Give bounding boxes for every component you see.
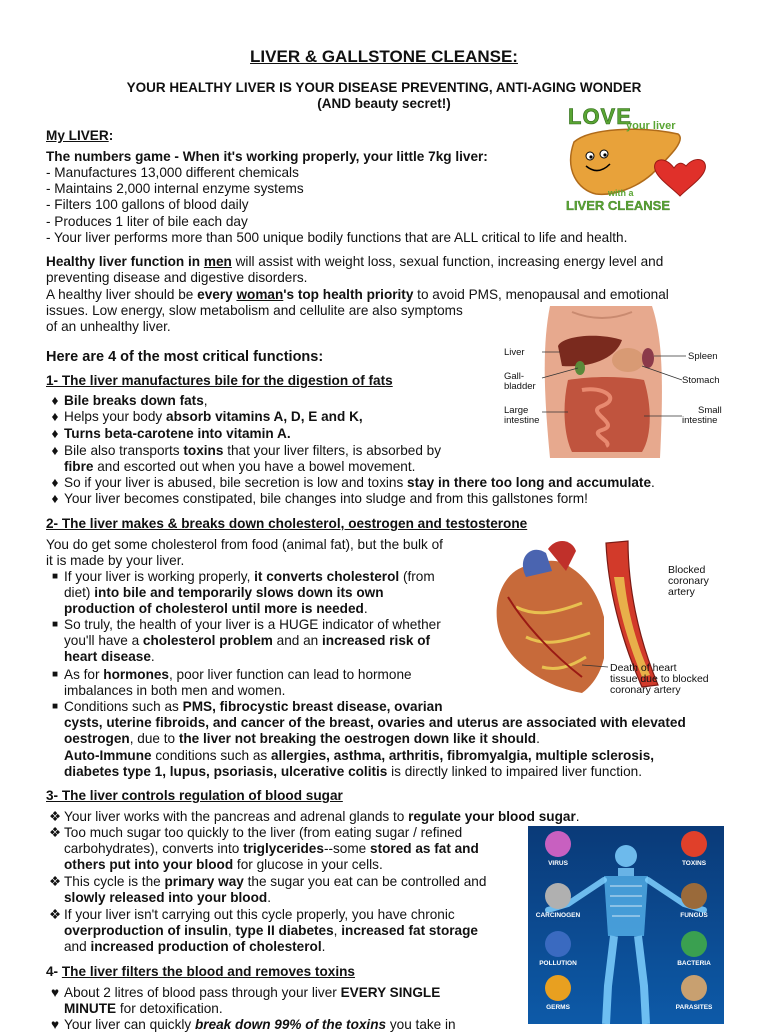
label-death-1: Death of heart xyxy=(610,662,677,674)
label-small-intestine: intestine xyxy=(682,415,718,426)
label-bladder: bladder xyxy=(504,381,536,392)
list-item-cont: imbalances in both men and women. xyxy=(64,683,286,698)
label-stomach: Stomach xyxy=(682,375,720,386)
label-virus: VIRUS xyxy=(548,860,568,867)
label-death-2: tissue due to blocked xyxy=(610,673,709,685)
list-item: Helps your body absorb vitamins A, D, E and K, xyxy=(64,409,363,424)
diamond-bullet-icon: ❖ xyxy=(49,809,62,824)
my-liver-heading: My LIVER: xyxy=(46,128,114,143)
label-toxins: TOXINS xyxy=(681,860,707,867)
anatomy-image xyxy=(502,306,724,458)
square-bullet-icon: ■ xyxy=(51,669,59,680)
love-liver-image xyxy=(560,104,720,224)
list-item: Bile also transports toxins that your liver filters, is absorbed by xyxy=(64,443,442,458)
label-carcinogen: CARCINOGEN xyxy=(535,912,581,919)
drop-bullet-icon: ♦ xyxy=(51,426,59,441)
section-3-heading: 3- The liver controls regulation of blood sugar xyxy=(46,788,343,803)
list-item: Too much sugar too quickly to the liver (from eating sugar / refined xyxy=(64,825,463,840)
list-item: This cycle is the primary way the sugar you eat can be controlled and xyxy=(64,874,487,889)
label-fungus: FUNGUS xyxy=(680,912,708,919)
number-fact: - Manufactures 13,000 different chemicals xyxy=(46,165,299,180)
label-death-3: coronary artery xyxy=(610,684,681,696)
list-item-cont: production of cholesterol until more is needed. xyxy=(64,601,368,616)
list-item: About 2 litres of blood pass through your liver EVERY SINGLE xyxy=(64,985,441,1000)
men-paragraph-2: preventing disease and digestive disorders. xyxy=(46,270,308,285)
your-liver-text: your liver xyxy=(626,120,676,132)
heart-bullet-icon: ♥ xyxy=(50,985,60,1000)
list-item-cont: fibre and escorted out when you have a bowel movement. xyxy=(64,459,416,474)
label-blocked-1: Blocked xyxy=(668,564,706,576)
drop-bullet-icon: ♦ xyxy=(51,475,59,490)
women-paragraph-3: of an unhealthy liver. xyxy=(46,319,171,334)
label-blocked-3: artery xyxy=(668,586,695,598)
number-fact: - Produces 1 liter of bile each day xyxy=(46,214,248,229)
skeleton-figure-icon xyxy=(528,826,724,1024)
square-bullet-icon: ■ xyxy=(51,701,59,712)
list-item: Bile breaks down fats, xyxy=(64,393,208,408)
diamond-bullet-icon: ❖ xyxy=(49,907,62,922)
list-item: Conditions such as PMS, fibrocystic breast disease, ovarian xyxy=(64,699,443,714)
label-liver: Liver xyxy=(504,347,525,358)
square-bullet-icon: ■ xyxy=(51,619,59,630)
label-parasites: PARASITES xyxy=(675,1004,713,1011)
label-pollution: POLLUTION xyxy=(539,960,577,967)
list-item-cont: diabetes type 1, lupus, psoriasis, ulcerative colitis is directly linked to impaired liver function. xyxy=(64,764,642,779)
list-item: So truly, the health of your liver is a HUGE indicator of whether xyxy=(64,617,441,632)
list-item-cont: Auto-Immune conditions such as allergies, asthma, arthritis, fibromyalgia, multiple sclerosis, xyxy=(64,748,655,763)
diamond-bullet-icon: ❖ xyxy=(49,874,62,889)
list-item: As for hormones, poor liver function can lead to hormone xyxy=(64,667,412,682)
drop-bullet-icon: ♦ xyxy=(51,393,59,408)
list-item-cont: slowly released into your blood. xyxy=(64,890,271,905)
list-item-cont: you'll have a cholesterol problem and an increased risk of xyxy=(64,633,431,648)
number-fact: - Filters 100 gallons of blood daily xyxy=(46,197,249,212)
list-item-cont: carbohydrates), converts into triglycerides--some stored as fat and xyxy=(64,841,479,856)
subtitle-1: YOUR HEALTHY LIVER IS YOUR DISEASE PREVENTING, ANTI-AGING WONDER xyxy=(126,80,642,95)
list-item: So if your liver is abused, bile secretion is low and toxins stay in there too long and accumulate. xyxy=(64,475,655,490)
section-2-heading: 2- The liver makes & breaks down cholesterol, oestrogen and testosterone xyxy=(46,516,528,531)
number-fact: - Maintains 2,000 internal enzyme systems xyxy=(46,181,304,196)
page-title: LIVER & GALLSTONE CLEANSE: xyxy=(250,47,518,66)
s2-para: it is made by your liver. xyxy=(46,553,185,568)
heart-bullet-icon: ♥ xyxy=(50,1017,60,1032)
list-item-cont: heart disease. xyxy=(64,649,155,664)
liver-cleanse-text: LIVER CLEANSE xyxy=(566,198,671,213)
drop-bullet-icon: ♦ xyxy=(51,409,59,424)
women-paragraph: A healthy liver should be every woman's top health priority to avoid PMS, menopausal and emotional xyxy=(46,287,669,302)
women-paragraph-2: issues. Low energy, slow metabolism and cellulite are also symptoms xyxy=(46,303,463,318)
list-item: Your liver works with the pancreas and adrenal glands to regulate your blood sugar. xyxy=(64,809,580,824)
section-1-heading: 1- The liver manufactures bile for the digestion of fats xyxy=(46,373,393,388)
with-a-text: with a xyxy=(608,188,634,198)
diamond-bullet-icon: ❖ xyxy=(49,825,62,840)
body-toxins-image xyxy=(528,826,724,1024)
label-spleen: Spleen xyxy=(688,351,718,362)
subtitle-2: (AND beauty secret!) xyxy=(317,96,451,111)
list-item-cont: oestrogen, due to the liver not breaking the oestrogen down like it should. xyxy=(64,731,540,746)
list-item: Your liver becomes constipated, bile changes into sludge and from this gallstones form! xyxy=(64,491,588,506)
heart-image xyxy=(486,537,724,699)
label-large: Large xyxy=(504,405,529,416)
section-4-heading: 4- The liver filters the blood and removes toxins xyxy=(46,964,355,979)
list-item-cont: others put into your blood for glucose in your cells. xyxy=(64,857,383,872)
men-paragraph: Healthy liver function in men will assist with weight loss, sexual function, increasing energy level and xyxy=(46,254,664,269)
list-item: Your liver can quickly break down 99% of the toxins you take in xyxy=(64,1017,456,1032)
list-item-cont: overproduction of insulin, type II diabetes, increased fat storage xyxy=(64,923,478,938)
s2-para: You do get some cholesterol from food (animal fat), but the bulk of xyxy=(46,537,443,552)
label-blocked-2: coronary xyxy=(668,575,709,587)
label-large-intestine: intestine xyxy=(504,415,540,426)
list-item: If your liver is working properly, it converts cholesterol (from xyxy=(64,569,435,584)
list-item: Turns beta-carotene into vitamin A. xyxy=(64,426,291,441)
list-item-cont: cysts, uterine fibroids, and cancer of the breast, ovaries and uterus are associated with elevated xyxy=(64,715,686,730)
drop-bullet-icon: ♦ xyxy=(51,491,59,506)
label-bacteria: BACTERIA xyxy=(677,960,711,967)
label-gall: Gall- xyxy=(504,371,525,382)
list-item-cont: and increased production of cholesterol. xyxy=(64,939,326,954)
numbers-game: The numbers game - When it's working properly, your little 7kg liver: xyxy=(46,149,488,164)
love-text: LOVE xyxy=(568,104,632,129)
critical-heading: Here are 4 of the most critical functions: xyxy=(46,349,324,365)
list-item-cont: MINUTE for detoxification. xyxy=(64,1001,223,1016)
list-item: If your liver isn't carrying out this cycle properly, you have chronic xyxy=(64,907,455,922)
label-small: Small xyxy=(698,405,722,416)
drop-bullet-icon: ♦ xyxy=(51,443,59,458)
label-germs: GERMS xyxy=(546,1004,570,1011)
list-item-cont: diet) into bile and temporarily slows down its own xyxy=(64,585,384,600)
number-fact: - Your liver performs more than 500 unique bodily functions that are ALL critical to life and health. xyxy=(46,230,628,245)
square-bullet-icon: ■ xyxy=(51,571,59,582)
